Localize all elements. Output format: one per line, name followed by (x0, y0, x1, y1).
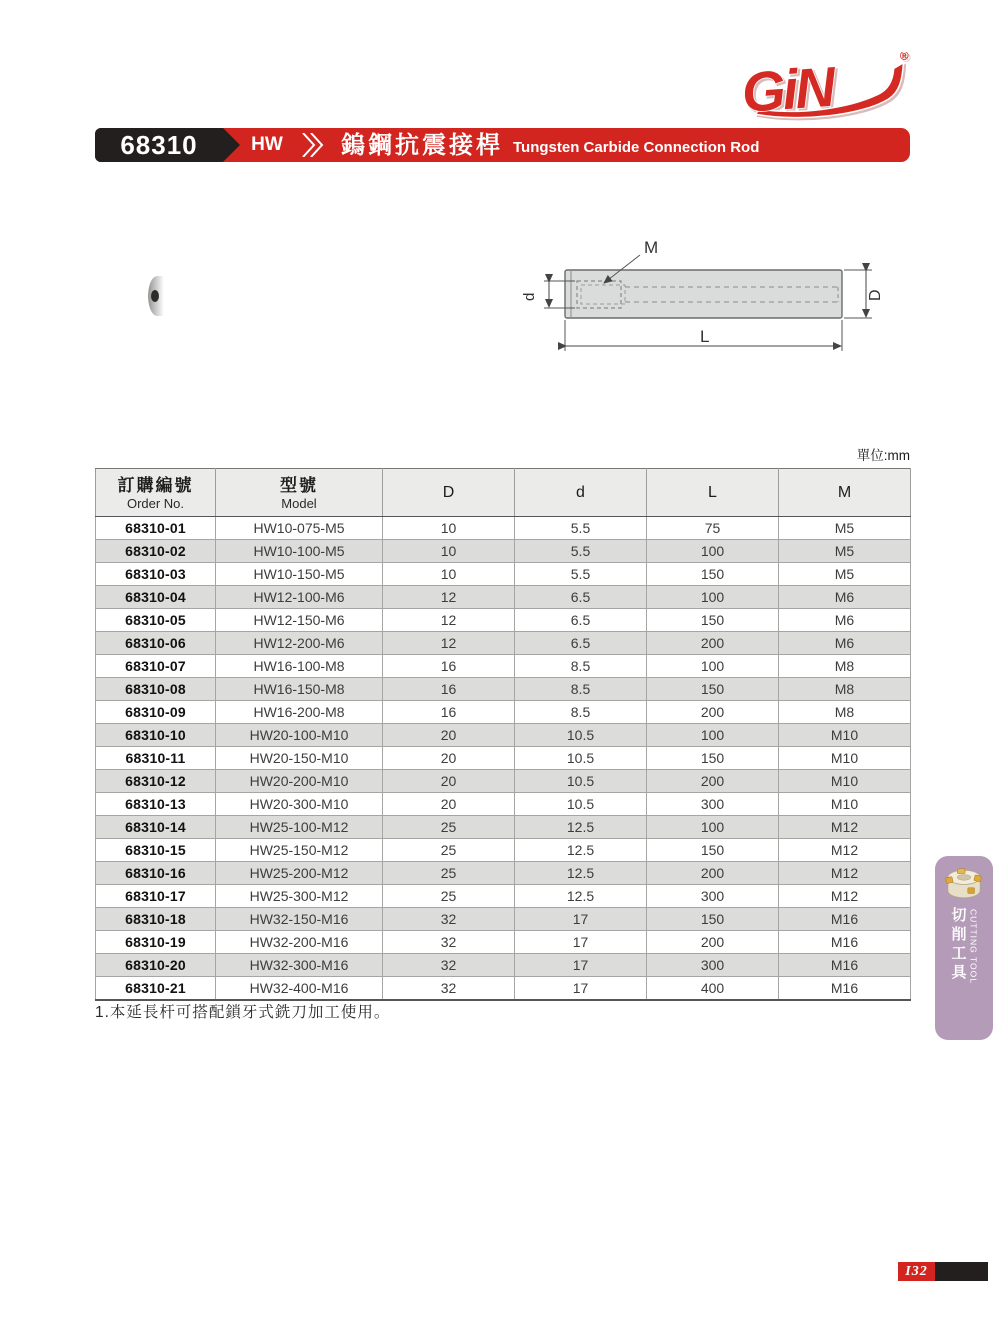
spec-cell: HW25-150-M12 (216, 839, 383, 862)
table-row (96, 793, 911, 816)
logo-text: GiN (739, 54, 835, 124)
table-row (96, 724, 911, 747)
spec-cell: 25 (383, 816, 515, 839)
spec-cell: 150 (647, 678, 779, 701)
spec-cell: 12 (383, 609, 515, 632)
spec-cell: HW16-200-M8 (216, 701, 383, 724)
spec-cell: 5.5 (515, 563, 647, 586)
spec-cell: 200 (647, 862, 779, 885)
spec-cell: M12 (779, 816, 911, 839)
section-title-zh: 鎢鋼抗震接桿 (341, 132, 503, 159)
spec-cell: M8 (779, 655, 911, 678)
spec-cell: HW25-300-M12 (216, 885, 383, 908)
table-row (96, 816, 911, 839)
unit-label: 單位:mm (856, 448, 910, 463)
spec-cell: 12.5 (515, 839, 647, 862)
page-number: I32 (898, 1262, 935, 1281)
spec-cell: M5 (779, 517, 911, 540)
spec-cell: 17 (515, 954, 647, 977)
spec-cell: 16 (383, 678, 515, 701)
order-no-cell: 68310-18 (96, 908, 216, 931)
order-no-cell: 68310-11 (96, 747, 216, 770)
section-code: 68310 (120, 130, 198, 160)
spec-cell: 20 (383, 724, 515, 747)
diagram-label-m: M (644, 238, 659, 257)
spec-cell: 12.5 (515, 816, 647, 839)
chip-arrow (223, 128, 240, 162)
table-row (96, 839, 911, 862)
spec-cell: 200 (647, 701, 779, 724)
spec-cell: 32 (383, 931, 515, 954)
spec-cell: HW32-400-M16 (216, 977, 383, 1001)
spec-cell: 12.5 (515, 862, 647, 885)
chevron-separator-icon (301, 133, 329, 157)
spec-cell: 17 (515, 931, 647, 954)
side-tab-label-en: CUTTING TOOL (968, 909, 979, 984)
page-number-bar (898, 1262, 988, 1281)
spec-cell: 12 (383, 586, 515, 609)
spec-cell: 100 (647, 816, 779, 839)
spec-cell: M10 (779, 770, 911, 793)
spec-cell: 150 (647, 839, 779, 862)
table-body (96, 517, 911, 1001)
usage-note: 1.本延長杆可搭配鎖牙式銑刀加工使用。 (95, 1004, 391, 1021)
spec-cell: 400 (647, 977, 779, 1001)
table-header-row (96, 469, 911, 517)
spec-cell: 6.5 (515, 609, 647, 632)
spec-cell: M10 (779, 793, 911, 816)
spec-cell: 200 (647, 770, 779, 793)
order-no-cell: 68310-03 (96, 563, 216, 586)
spec-cell: 10.5 (515, 770, 647, 793)
spec-cell: HW10-150-M5 (216, 563, 383, 586)
order-no-cell: 68310-20 (96, 954, 216, 977)
spec-cell: 150 (647, 609, 779, 632)
spec-cell: 32 (383, 977, 515, 1001)
spec-table (95, 468, 911, 1001)
rod-threaded-hole (151, 290, 159, 302)
spec-cell: 8.5 (515, 678, 647, 701)
spec-cell: 150 (647, 563, 779, 586)
spec-cell: 10 (383, 540, 515, 563)
table-row (96, 586, 911, 609)
page-bar-black-segment (935, 1262, 988, 1281)
spec-cell: M6 (779, 586, 911, 609)
table-row (96, 632, 911, 655)
spec-cell: 6.5 (515, 586, 647, 609)
spec-cell: 25 (383, 839, 515, 862)
spec-cell: HW20-300-M10 (216, 793, 383, 816)
spec-cell: 17 (515, 908, 647, 931)
spec-cell: 16 (383, 655, 515, 678)
table-row (96, 770, 911, 793)
spec-cell: M10 (779, 747, 911, 770)
col-header-M: M (779, 469, 911, 517)
spec-cell: 20 (383, 793, 515, 816)
dimension-diagram (520, 215, 930, 360)
col-header-order-no (96, 469, 216, 517)
spec-cell: HW20-100-M10 (216, 724, 383, 747)
table-row (96, 908, 911, 931)
spec-cell: M12 (779, 885, 911, 908)
diagram-label-l: L (700, 327, 710, 346)
spec-cell: 10.5 (515, 747, 647, 770)
table-row (96, 540, 911, 563)
spec-cell: M16 (779, 977, 911, 1001)
spec-cell: 25 (383, 862, 515, 885)
order-no-cell: 68310-21 (96, 977, 216, 1001)
spec-cell: M16 (779, 908, 911, 931)
spec-cell: 75 (647, 517, 779, 540)
spec-cell: HW16-150-M8 (216, 678, 383, 701)
order-no-cell: 68310-07 (96, 655, 216, 678)
order-no-cell: 68310-02 (96, 540, 216, 563)
col-header-L: L (647, 469, 779, 517)
spec-cell: 5.5 (515, 540, 647, 563)
spec-cell: HW25-200-M12 (216, 862, 383, 885)
table-row (96, 977, 911, 1001)
spec-cell: 100 (647, 724, 779, 747)
section-code-chip (95, 128, 223, 162)
spec-cell: 32 (383, 908, 515, 931)
spec-cell: 20 (383, 770, 515, 793)
spec-cell: 10 (383, 517, 515, 540)
spec-cell: 12 (383, 632, 515, 655)
spec-cell: M10 (779, 724, 911, 747)
col-header-order-no-en: Order No. (126, 495, 185, 511)
order-no-cell: 68310-09 (96, 701, 216, 724)
col-header-model (216, 469, 383, 517)
spec-cell: 6.5 (515, 632, 647, 655)
section-title (341, 128, 759, 162)
col-header-model-en: Model (281, 495, 317, 511)
spec-cell: HW32-300-M16 (216, 954, 383, 977)
category-side-tab (935, 856, 993, 1040)
spec-cell: M8 (779, 678, 911, 701)
product-photo (148, 276, 505, 316)
spec-cell: HW16-100-M8 (216, 655, 383, 678)
table-row (96, 954, 911, 977)
spec-table-container (95, 468, 910, 1001)
spec-cell: M5 (779, 540, 911, 563)
order-no-cell: 68310-01 (96, 517, 216, 540)
table-row (96, 862, 911, 885)
table-row (96, 678, 911, 701)
table-row (96, 655, 911, 678)
spec-cell: 12.5 (515, 885, 647, 908)
milling-cutter-icon (942, 865, 986, 903)
spec-cell: 10 (383, 563, 515, 586)
spec-cell: 200 (647, 632, 779, 655)
order-no-cell: 68310-10 (96, 724, 216, 747)
col-header-order-no-zh: 訂購編號 (117, 475, 194, 495)
spec-cell: M16 (779, 931, 911, 954)
spec-cell: HW32-200-M16 (216, 931, 383, 954)
spec-cell: M6 (779, 632, 911, 655)
spec-cell: 300 (647, 954, 779, 977)
series-label: HW (251, 134, 283, 155)
spec-cell: 8.5 (515, 655, 647, 678)
spec-cell: 16 (383, 701, 515, 724)
spec-cell: HW10-075-M5 (216, 517, 383, 540)
order-no-cell: 68310-04 (96, 586, 216, 609)
brand-logo (738, 52, 920, 126)
order-no-cell: 68310-08 (96, 678, 216, 701)
table-row (96, 609, 911, 632)
order-no-cell: 68310-12 (96, 770, 216, 793)
order-no-cell: 68310-05 (96, 609, 216, 632)
spec-cell: M16 (779, 954, 911, 977)
spec-cell: 20 (383, 747, 515, 770)
spec-cell: M5 (779, 563, 911, 586)
registered-mark: ® (899, 52, 910, 63)
spec-cell: 10.5 (515, 724, 647, 747)
spec-cell: M8 (779, 701, 911, 724)
spec-cell: HW20-200-M10 (216, 770, 383, 793)
spec-cell: 25 (383, 885, 515, 908)
order-no-cell: 68310-19 (96, 931, 216, 954)
table-row (96, 931, 911, 954)
section-title-en: Tungsten Carbide Connection Rod (513, 139, 760, 156)
spec-cell: 10.5 (515, 793, 647, 816)
side-tab-labels (950, 907, 979, 984)
order-no-cell: 68310-14 (96, 816, 216, 839)
spec-cell: HW20-150-M10 (216, 747, 383, 770)
spec-cell: 5.5 (515, 517, 647, 540)
spec-cell: M12 (779, 862, 911, 885)
order-no-cell: 68310-15 (96, 839, 216, 862)
spec-cell: 300 (647, 793, 779, 816)
table-row (96, 885, 911, 908)
col-header-model-zh: 型號 (280, 475, 318, 495)
diagram-label-big-d: D (867, 289, 884, 301)
col-header-D: D (383, 469, 515, 517)
spec-cell: M6 (779, 609, 911, 632)
spec-cell: 100 (647, 540, 779, 563)
spec-cell: HW12-150-M6 (216, 609, 383, 632)
spec-cell: HW25-100-M12 (216, 816, 383, 839)
spec-cell: HW10-100-M5 (216, 540, 383, 563)
order-no-cell: 68310-06 (96, 632, 216, 655)
order-no-cell: 68310-16 (96, 862, 216, 885)
spec-cell: 150 (647, 747, 779, 770)
spec-cell: M12 (779, 839, 911, 862)
table-row (96, 563, 911, 586)
diagram-label-d: d (521, 292, 538, 301)
spec-cell: 32 (383, 954, 515, 977)
spec-cell: 17 (515, 977, 647, 1001)
order-no-cell: 68310-13 (96, 793, 216, 816)
section-header-bar (95, 128, 910, 162)
spec-cell: HW32-150-M16 (216, 908, 383, 931)
table-row (96, 747, 911, 770)
spec-cell: HW12-200-M6 (216, 632, 383, 655)
spec-cell: 100 (647, 655, 779, 678)
table-row (96, 701, 911, 724)
spec-cell: 200 (647, 931, 779, 954)
gin-logo-icon (738, 52, 920, 126)
spec-cell: 100 (647, 586, 779, 609)
col-header-d: d (515, 469, 647, 517)
spec-cell: 150 (647, 908, 779, 931)
spec-cell: 8.5 (515, 701, 647, 724)
spec-cell: HW12-100-M6 (216, 586, 383, 609)
side-tab-label-zh: 切削工具 (949, 907, 967, 983)
order-no-cell: 68310-17 (96, 885, 216, 908)
table-row (96, 517, 911, 540)
spec-cell: 300 (647, 885, 779, 908)
